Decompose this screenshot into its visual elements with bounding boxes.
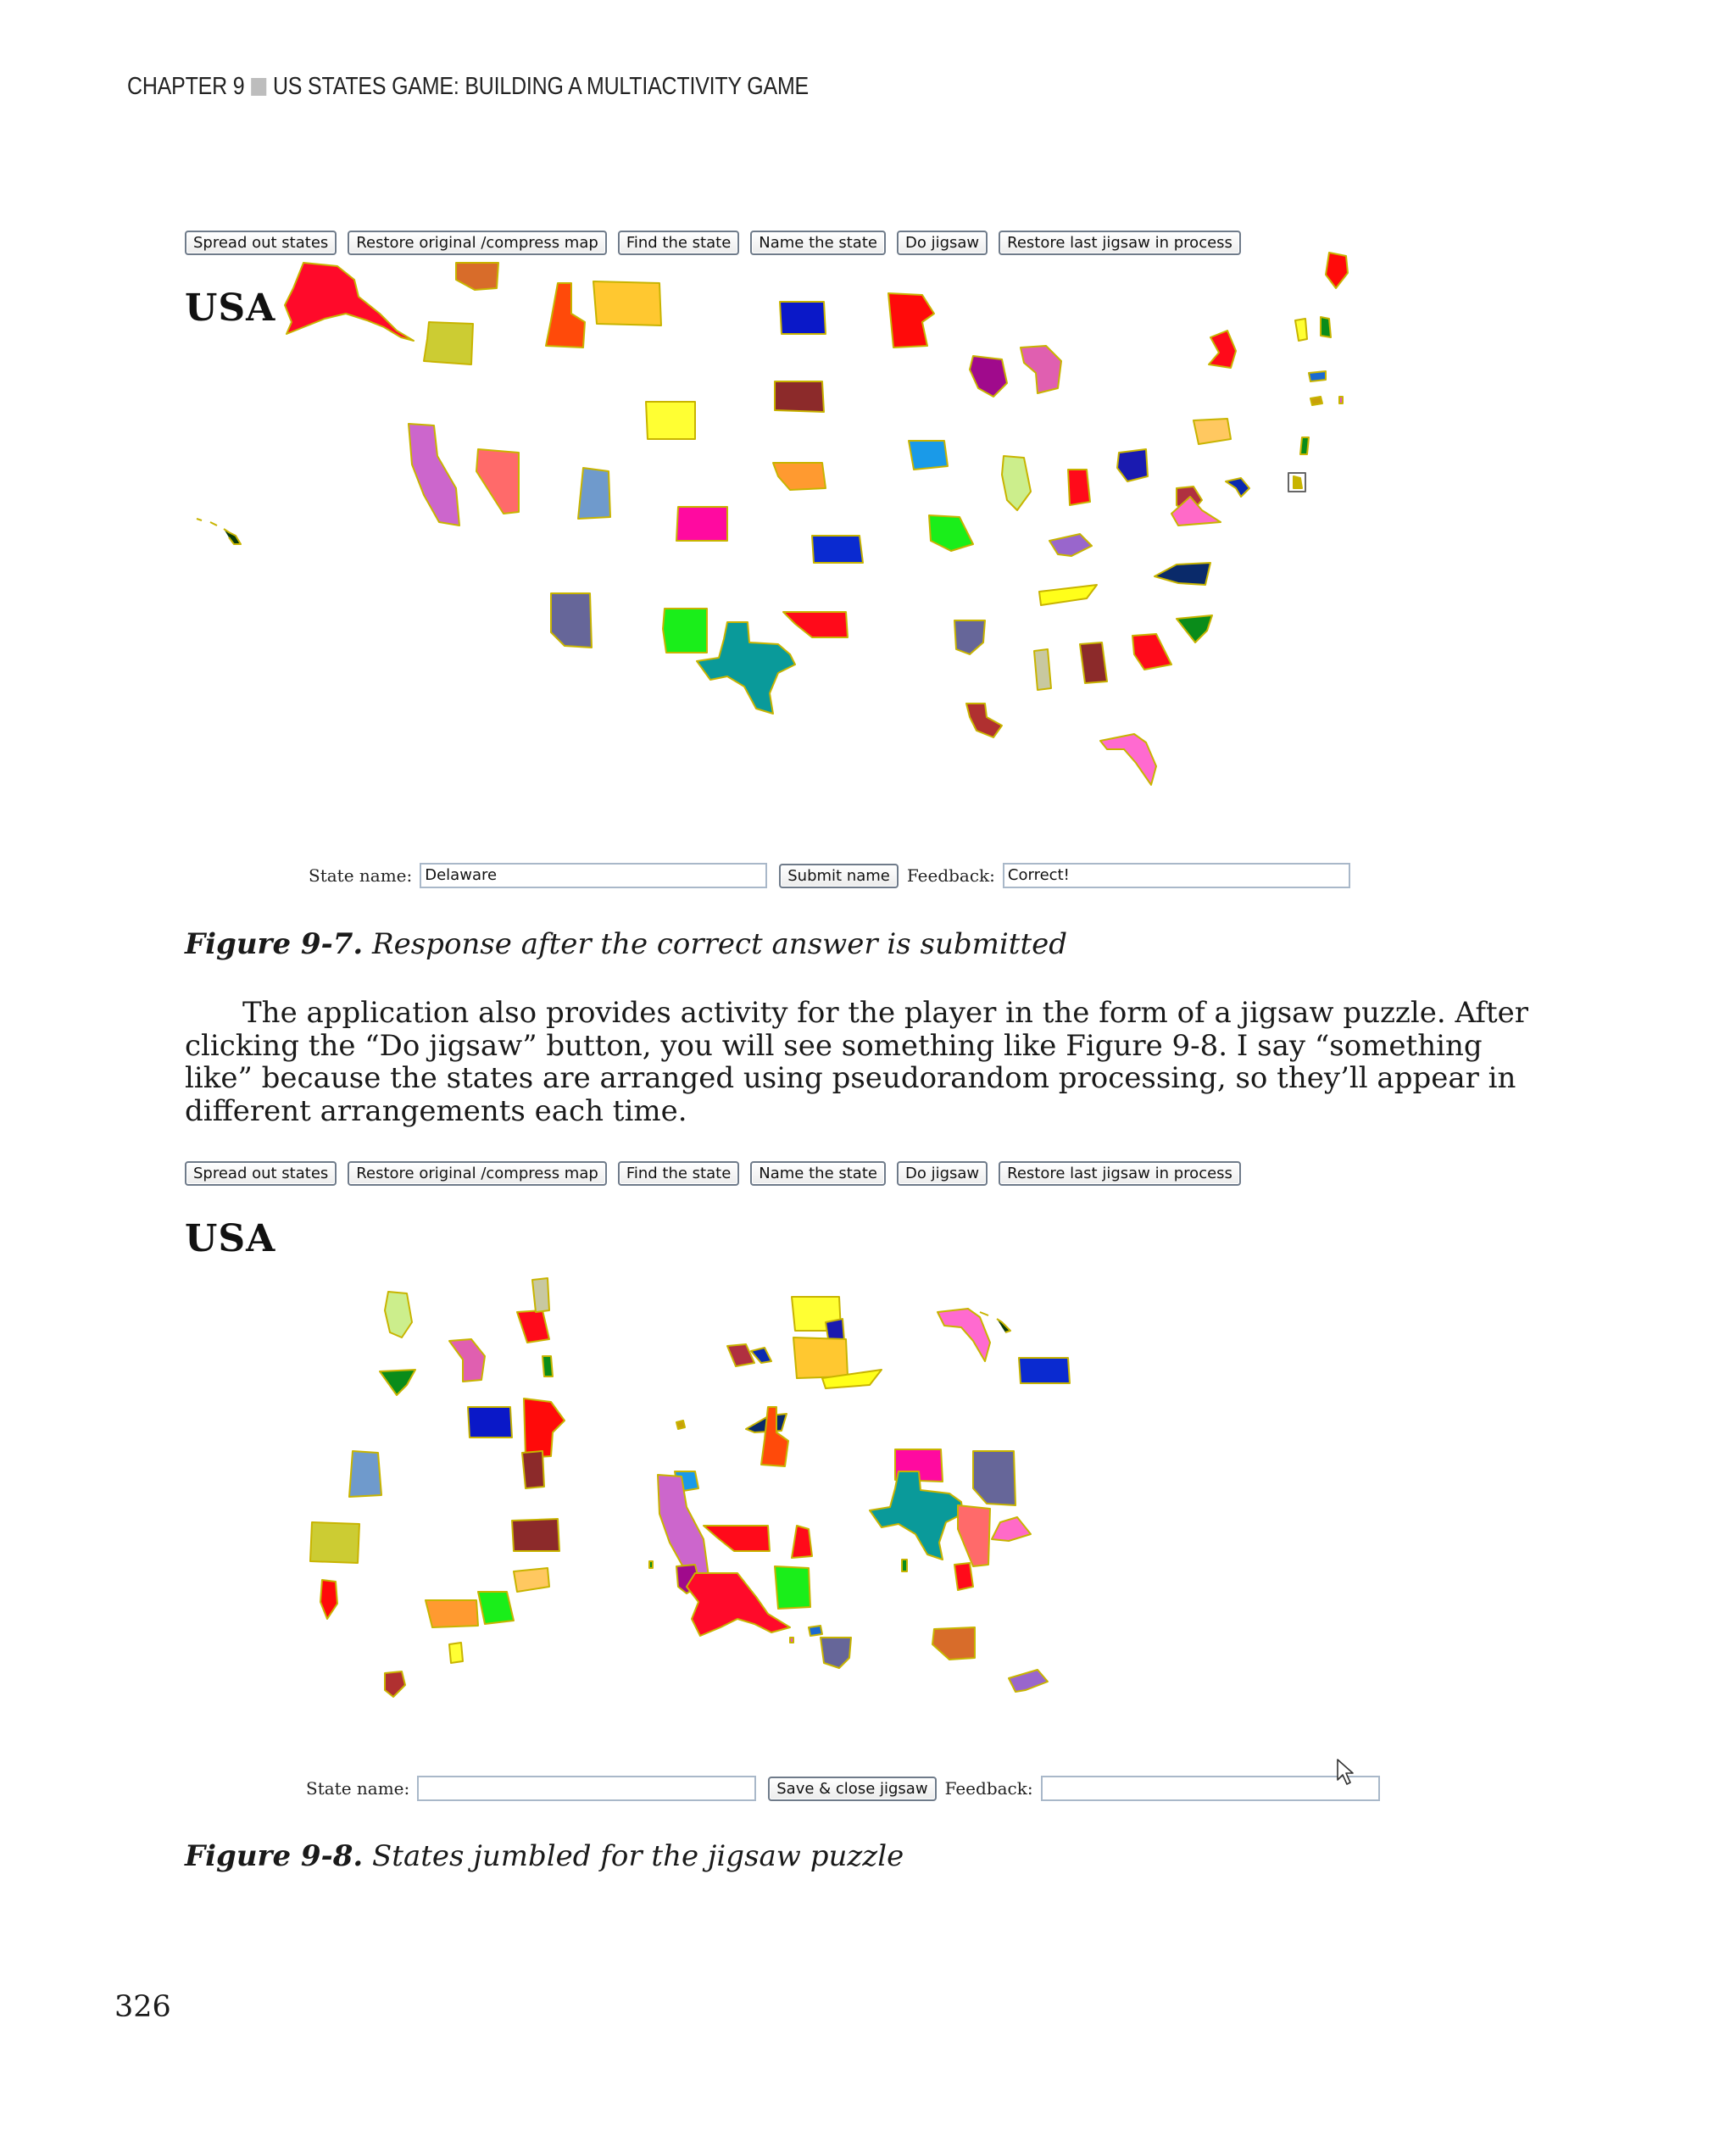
piece-west-virginia[interactable]	[954, 1563, 973, 1590]
state-wisconsin[interactable]	[970, 356, 1007, 397]
caption-text: Response after the correct answer is submitted	[363, 927, 1067, 961]
state-south-dakota[interactable]	[775, 381, 824, 412]
state-illinois[interactable]	[1002, 456, 1031, 510]
restore-original-map-button[interactable]: Restore original /compress map	[348, 1161, 607, 1186]
state-vermont[interactable]	[1295, 319, 1307, 341]
states-jigsaw-map	[297, 1271, 1229, 1721]
state-washington[interactable]	[456, 263, 498, 290]
piece-pennsylvania[interactable]	[514, 1568, 549, 1592]
piece-oklahoma-red[interactable]	[704, 1526, 770, 1551]
state-massachusetts[interactable]	[1309, 371, 1326, 381]
feedback-label: Feedback:	[906, 865, 995, 886]
piece-wv[interactable]	[727, 1344, 754, 1366]
name-the-state-button[interactable]: Name the state	[750, 231, 886, 255]
do-jigsaw-button[interactable]: Do jigsaw	[897, 231, 988, 255]
state-mississippi[interactable]	[1034, 649, 1051, 690]
state-nebraska[interactable]	[773, 463, 826, 490]
state-missouri[interactable]	[929, 515, 973, 551]
state-new-york[interactable]	[1209, 331, 1236, 368]
chapter-title: US STATES GAME: BUILDING A MULTIACTIVITY GAME	[272, 73, 810, 100]
state-new-jersey[interactable]	[1300, 437, 1309, 454]
piece-nj2[interactable]	[902, 1560, 907, 1571]
piece-utah[interactable]	[349, 1451, 381, 1497]
state-kansas[interactable]	[676, 507, 727, 541]
piece-texas[interactable]	[870, 1471, 963, 1560]
piece-california[interactable]	[658, 1475, 709, 1577]
map-title: USA	[185, 286, 276, 330]
restore-original-map-button[interactable]: Restore original /compress map	[348, 231, 607, 255]
state-oklahoma-red[interactable]	[783, 612, 848, 637]
piece-georgia[interactable]	[517, 1310, 549, 1343]
piece-north-dakota[interactable]	[468, 1407, 512, 1438]
page-number: 326	[114, 1990, 171, 2024]
running-head	[127, 73, 809, 101]
body-paragraph: The application also provides activity for the player in the form of a jigsaw puzzle. After clicking the “Do jigsaw” button, you will see something like Figure 9-8. I say “something like” because the states are arranged using pseudorandom processing, so they’ll appear in different arrangements each time.	[185, 996, 1529, 1128]
do-jigsaw-button[interactable]: Do jigsaw	[897, 1161, 988, 1186]
state-north-carolina[interactable]	[1155, 563, 1210, 585]
piece-louisiana[interactable]	[385, 1671, 405, 1697]
state-wyoming[interactable]	[646, 402, 695, 439]
piece-nebraska[interactable]	[426, 1600, 478, 1627]
state-georgia[interactable]	[1132, 634, 1171, 670]
piece-south-carolina[interactable]	[380, 1370, 415, 1395]
state-hawaii[interactable]	[197, 519, 241, 544]
answer-form	[309, 863, 1350, 888]
separator-square-icon	[251, 78, 266, 96]
feedback-field: Correct!	[1003, 863, 1350, 888]
state-florida[interactable]	[1100, 734, 1156, 785]
state-name-label: State name:	[306, 1778, 410, 1799]
state-nevada[interactable]	[476, 449, 519, 514]
state-tennessee[interactable]	[1039, 585, 1097, 605]
piece-alaska[interactable]	[687, 1573, 790, 1636]
piece-minnesota[interactable]	[524, 1399, 565, 1458]
state-new-mexico[interactable]	[663, 609, 707, 653]
piece-washington[interactable]	[932, 1627, 975, 1660]
restore-last-jigsaw-button[interactable]: Restore last jigsaw in process	[999, 231, 1241, 255]
state-name-input[interactable]: Delaware	[420, 863, 767, 888]
piece-michigan[interactable]	[449, 1339, 485, 1382]
state-name-input[interactable]	[417, 1776, 756, 1801]
state-iowa[interactable]	[909, 441, 948, 470]
piece-maine[interactable]	[320, 1580, 337, 1619]
piece-montana[interactable]	[793, 1337, 848, 1378]
state-louisiana[interactable]	[966, 703, 1002, 737]
state-alabama[interactable]	[1080, 642, 1107, 683]
states-spread-map	[185, 246, 1372, 873]
state-indiana[interactable]	[1068, 470, 1090, 505]
piece-ma[interactable]	[809, 1626, 822, 1636]
piece-vermont[interactable]	[449, 1643, 463, 1663]
piece-ri[interactable]	[790, 1638, 793, 1643]
find-the-state-button[interactable]: Find the state	[618, 231, 739, 255]
piece-missouri[interactable]	[775, 1566, 810, 1609]
piece-nj[interactable]	[649, 1561, 653, 1568]
state-oregon[interactable]	[424, 322, 473, 364]
piece-oklahoma[interactable]	[1019, 1358, 1070, 1383]
piece-new-mexico[interactable]	[478, 1592, 514, 1624]
state-name-label: State name:	[309, 865, 413, 886]
state-alaska[interactable]	[285, 263, 414, 341]
restore-last-jigsaw-button[interactable]: Restore last jigsaw in process	[999, 1161, 1241, 1186]
piece-arkansas[interactable]	[821, 1638, 851, 1668]
caption-text: States jumbled for the jigsaw puzzle	[363, 1839, 904, 1873]
piece-illinois[interactable]	[385, 1292, 412, 1337]
toolbar	[185, 1161, 1241, 1186]
state-utah[interactable]	[578, 468, 610, 519]
state-kentucky[interactable]	[1049, 534, 1092, 556]
name-the-state-button[interactable]: Name the state	[750, 1161, 886, 1186]
state-texas[interactable]	[697, 622, 795, 714]
piece-kentucky[interactable]	[1009, 1670, 1048, 1692]
figure-caption	[185, 1839, 904, 1873]
piece-oregon[interactable]	[310, 1522, 359, 1563]
state-maine[interactable]	[1326, 253, 1348, 288]
chapter-label: CHAPTER 9	[127, 73, 245, 100]
spread-out-states-button[interactable]: Spread out states	[185, 1161, 337, 1186]
state-california[interactable]	[409, 424, 459, 526]
state-montana[interactable]	[593, 281, 661, 325]
piece-indiana[interactable]	[792, 1526, 812, 1558]
piece-nh[interactable]	[542, 1356, 553, 1376]
state-arkansas[interactable]	[954, 620, 985, 654]
map-title: USA	[185, 1217, 276, 1260]
piece-nevada[interactable]	[958, 1505, 990, 1566]
state-ohio[interactable]	[1117, 449, 1148, 481]
state-delaware[interactable]	[1294, 476, 1302, 488]
state-michigan[interactable]	[1021, 346, 1061, 393]
figure-caption	[185, 927, 1067, 961]
state-minnesota[interactable]	[888, 293, 934, 348]
piece-south-dakota[interactable]	[512, 1519, 559, 1551]
feedback-label: Feedback:	[944, 1778, 1033, 1799]
state-new-hampshire[interactable]	[1321, 317, 1331, 337]
state-south-carolina[interactable]	[1177, 615, 1212, 642]
piece-arizona-r[interactable]	[973, 1451, 1015, 1505]
state-north-dakota[interactable]	[780, 302, 826, 334]
piece-mississippi[interactable]	[532, 1278, 549, 1312]
caption-number: Figure 9-7.	[185, 927, 364, 961]
feedback-field	[1041, 1776, 1380, 1801]
piece-connecticut[interactable]	[676, 1421, 685, 1429]
body-text	[185, 997, 1551, 1127]
piece-alabama[interactable]	[522, 1451, 544, 1488]
piece-virginia[interactable]	[992, 1517, 1031, 1541]
mouse-pointer-icon	[1336, 1758, 1356, 1787]
state-idaho[interactable]	[546, 283, 585, 348]
find-the-state-button[interactable]: Find the state	[618, 1161, 739, 1186]
submit-name-button[interactable]: Submit name	[779, 864, 899, 888]
jigsaw-form	[306, 1776, 1380, 1801]
state-oklahoma[interactable]	[812, 536, 863, 563]
state-rhode-island[interactable]	[1339, 397, 1343, 403]
state-connecticut[interactable]	[1310, 397, 1322, 405]
caption-number: Figure 9-8.	[185, 1839, 364, 1873]
state-arizona[interactable]	[551, 593, 592, 648]
state-pennsylvania[interactable]	[1194, 419, 1231, 444]
spread-out-states-button[interactable]: Spread out states	[185, 231, 337, 255]
state-maryland[interactable]	[1226, 478, 1249, 497]
piece-florida[interactable]	[938, 1309, 990, 1361]
save-close-jigsaw-button[interactable]: Save & close jigsaw	[768, 1777, 936, 1801]
